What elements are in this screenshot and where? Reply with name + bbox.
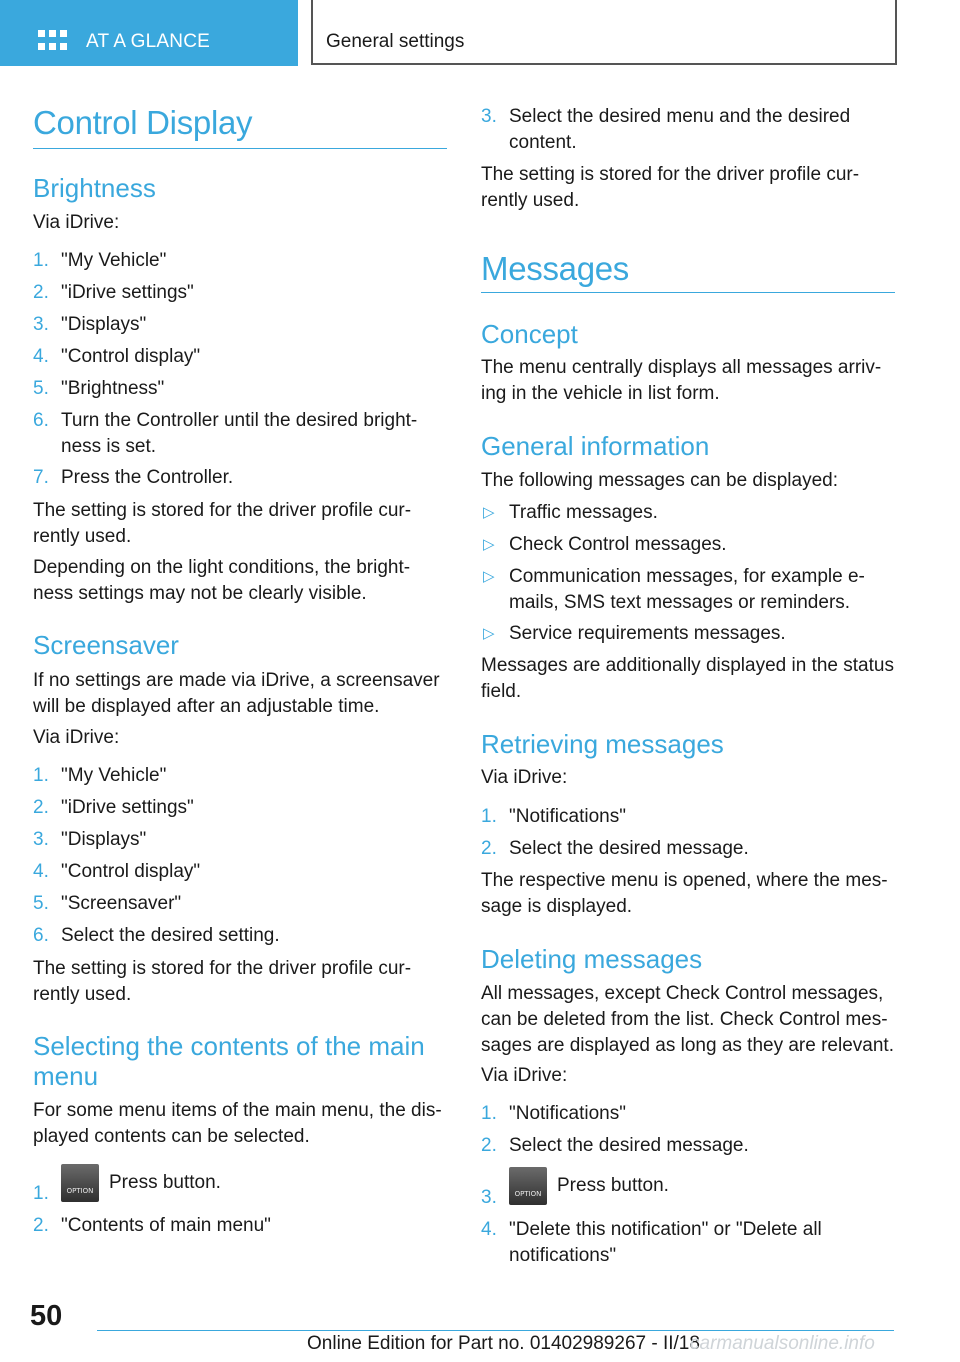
paragraph: The menu centrally displays all messages arriv-ing in the vehicle in list form. <box>481 357 882 404</box>
chapter-title: General settings <box>326 31 465 52</box>
watermark: carmanualsonline.info <box>690 1333 875 1354</box>
list-item: 3. OPTION Press button. <box>481 1167 895 1207</box>
section-title-messages: Messages <box>481 250 630 287</box>
grid-icon <box>38 30 68 52</box>
heading-deleting-messages: Deleting messages <box>481 944 703 974</box>
via-idrive-text: Via iDrive: <box>33 727 120 748</box>
title-rule <box>481 292 895 293</box>
page-number: 50 <box>30 1300 63 1332</box>
footer-edition: Online Edition for Part no. 01402989267 - II/18 <box>307 1333 700 1354</box>
paragraph: All messages, except Check Control messages, can be deleted from the list. Check Control mes-sages are displayed as long as they are relevant. <box>481 983 894 1056</box>
paragraph: The setting is stored for the driver profile cur-rently used. <box>481 164 860 211</box>
via-idrive-text: Via iDrive: <box>481 767 568 788</box>
footer-rule <box>97 1330 894 1331</box>
triangle-bullet-icon: ▷ <box>483 625 495 642</box>
heading-brightness: Brightness <box>33 173 156 203</box>
option-button-icon: OPTION <box>61 1164 99 1202</box>
triangle-bullet-icon: ▷ <box>483 568 495 585</box>
heading-main-menu: Selecting the contents of the main menu <box>33 1031 425 1091</box>
section-title-control-display: Control Display <box>33 104 253 141</box>
paragraph: Messages are additionally displayed in the status field. <box>481 655 894 702</box>
section-label: AT A GLANCE <box>86 31 210 52</box>
paragraph: If no settings are made via iDrive, a screensaver will be displayed after an adjustable time. <box>33 670 440 717</box>
paragraph: The following messages can be displayed: <box>481 470 838 491</box>
paragraph: The respective menu is opened, where the mes-sage is displayed. <box>481 870 888 917</box>
option-button-icon: OPTION <box>509 1167 547 1205</box>
title-rule <box>33 148 447 149</box>
paragraph: For some menu items of the main menu, the dis-played contents can be selected. <box>33 1100 442 1147</box>
heading-retrieving-messages: Retrieving messages <box>481 729 724 759</box>
triangle-bullet-icon: ▷ <box>483 504 495 521</box>
heading-screensaver: Screensaver <box>33 630 179 660</box>
paragraph: The setting is stored for the driver profile cur-rently used. <box>33 958 412 1005</box>
via-idrive-text: Via iDrive: <box>33 212 120 233</box>
heading-concept: Concept <box>481 319 578 349</box>
list-item: 1. OPTION Press button. <box>33 1164 447 1204</box>
paragraph: Depending on the light conditions, the bright-ness settings may not be clearly visible. <box>33 557 411 604</box>
heading-general-information: General information <box>481 431 710 461</box>
paragraph: The setting is stored for the driver profile cur-rently used. <box>33 500 412 547</box>
via-idrive-text: Via iDrive: <box>481 1065 568 1086</box>
triangle-bullet-icon: ▷ <box>483 536 495 553</box>
